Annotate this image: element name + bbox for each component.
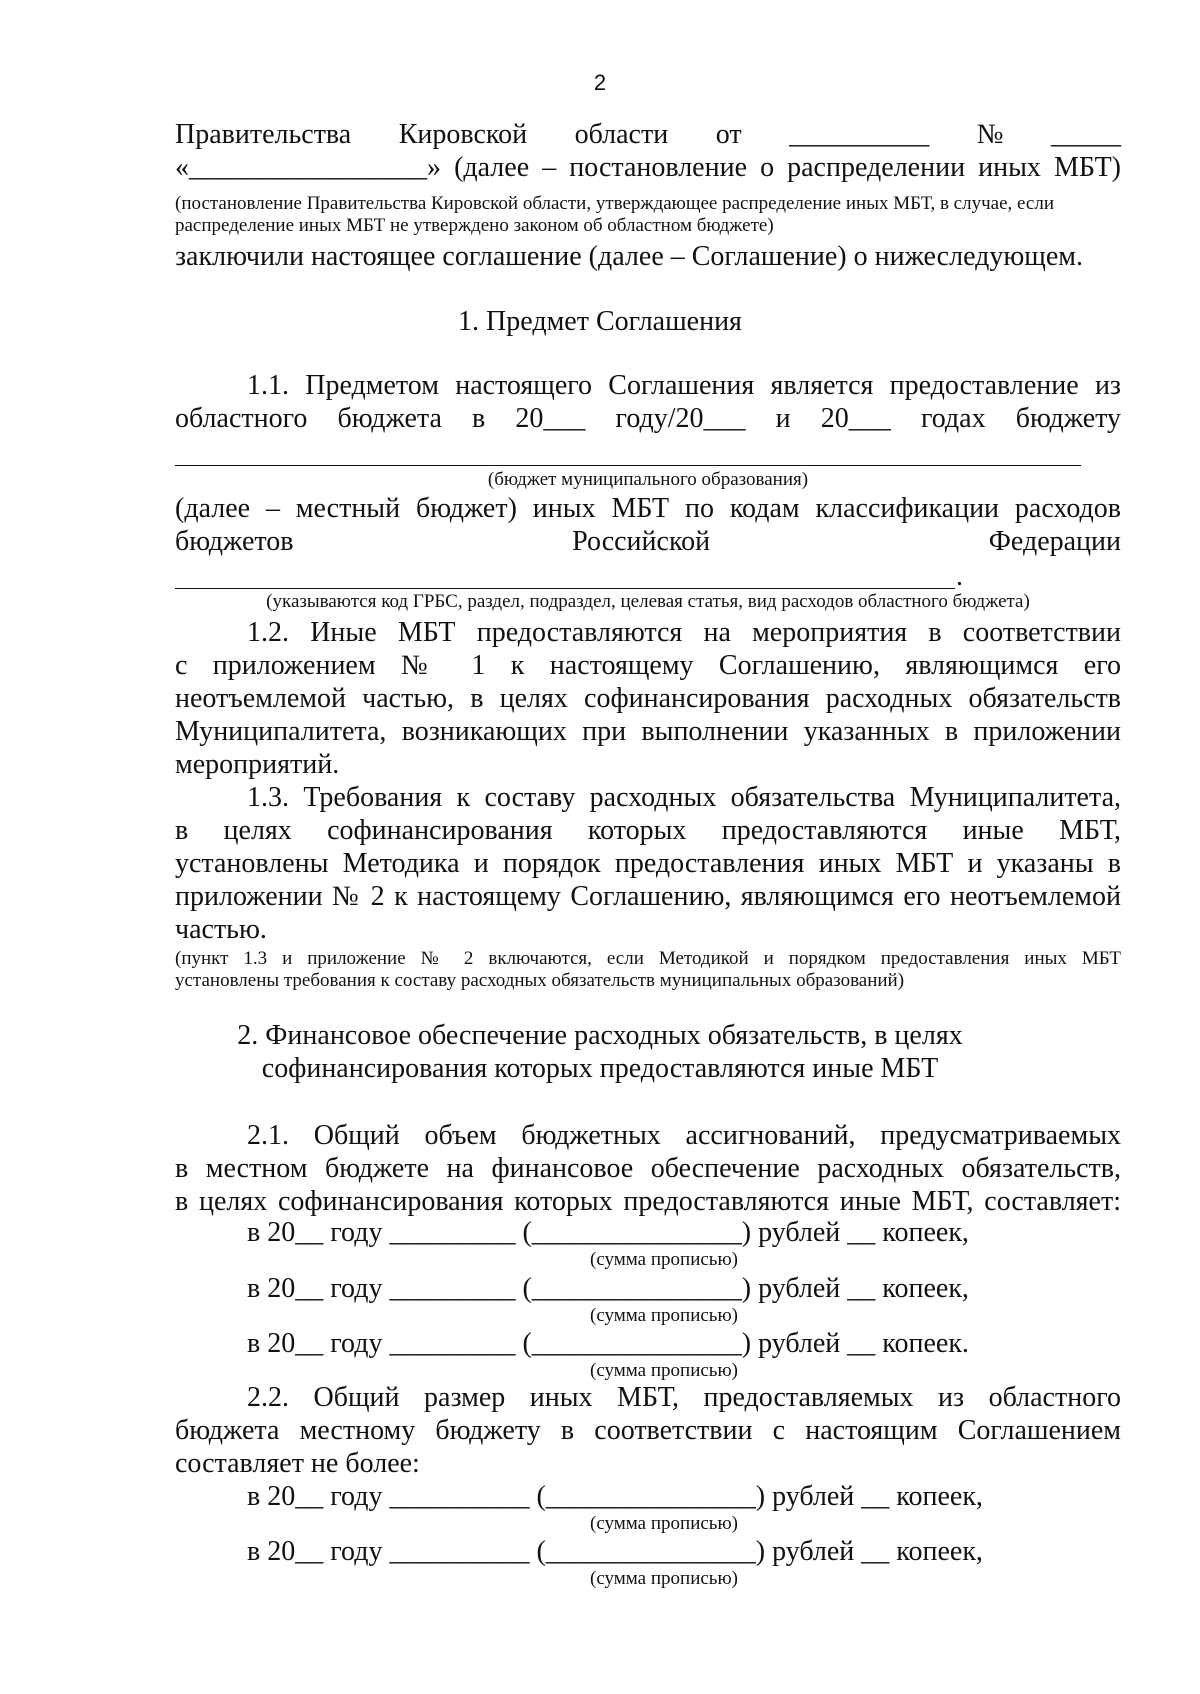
p21-line-2: в местном бюджете на финансовое обеспечение расходных обязательств, (175, 1153, 1121, 1184)
intro-note-2: распределение иных МБТ не утверждено законом об областном бюджете) (175, 215, 774, 236)
section-1-title: 1. Предмет Соглашения (458, 306, 742, 337)
note13-line-1: (пункт 1.3 и приложение № 2 включаются, если Методикой и порядком предоставления иных МБТ (175, 948, 1121, 969)
codes-rule (175, 588, 955, 589)
budget-rule (175, 465, 1081, 466)
note13-line-2: установлены требования к составу расходных обязательств муниципальных образований) (175, 970, 905, 991)
amount-21-row-2: в 20__ году _________ (_______________) рублей __ копеек, (247, 1273, 969, 1304)
p13-line-5: частью. (175, 914, 267, 945)
page-number: 2 (593, 70, 607, 95)
p12-line-3: неотъемлемой частью, в целях софинансирования расходных обязательств (175, 683, 1121, 714)
p22-line-1: 2.2. Общий размер иных МБТ, предоставляемых из областного (247, 1382, 1121, 1413)
amount-21-row-3: в 20__ году _________ (_______________) рублей __ копеек. (247, 1328, 969, 1359)
caption-sum: (сумма прописью) (590, 1513, 738, 1534)
p13-line-2: в целях софинансирования которых предоставляются иные МБТ, (175, 815, 1121, 846)
p21-line-1: 2.1. Общий объем бюджетных ассигнований, предусматриваемых (247, 1120, 1121, 1151)
p12-line-2: с приложением № 1 к настоящему Соглашению, являющимся его (175, 650, 1121, 681)
intro-line-3: заключили настоящее соглашение (далее – Соглашение) о нижеследующем. (175, 241, 1084, 272)
p21-line-3: в целях софинансирования которых предоставляются иные МБТ, составляет: (175, 1186, 1121, 1217)
intro-note-1: (постановление Правительства Кировской области, утверждающее распределение иных МБТ, в случае, если (175, 193, 1055, 214)
caption-sum: (сумма прописью) (590, 1249, 738, 1270)
p12-line-4: Муниципалитета, возникающих при выполнении указанных в приложении (175, 716, 1121, 747)
p11-line-4: бюджетов Российской Федерации (175, 526, 1121, 557)
codes-dot: . (956, 561, 963, 592)
amount-21-row-1: в 20__ году _________ (_______________) рублей __ копеек, (247, 1217, 969, 1248)
caption-sum: (сумма прописью) (590, 1568, 738, 1589)
p11-line-1: 1.1. Предметом настоящего Соглашения является предоставление из (247, 370, 1121, 401)
caption-codes: (указываются код ГРБС, раздел, подраздел, целевая статья, вид расходов областного бюджета) (266, 591, 1030, 612)
caption-budget: (бюджет муниципального образования) (487, 469, 809, 490)
caption-sum: (сумма прописью) (590, 1360, 738, 1381)
p11-line-3: (далее – местный бюджет) иных МБТ по кодам классификации расходов (175, 493, 1121, 524)
section-2-title-1: 2. Финансовое обеспечение расходных обязательств, в целях (237, 1020, 963, 1051)
p13-line-1: 1.3. Требования к составу расходных обязательства Муниципалитета, (247, 782, 1121, 813)
amount-22-row-2: в 20__ году __________ (_______________) рублей __ копеек, (247, 1536, 983, 1567)
p22-line-3: составляет не более: (175, 1448, 420, 1479)
intro-line-2: «_________________» (далее – постановление о распределении иных МБТ) (175, 152, 1121, 183)
p13-line-3: установлены Методика и порядок предоставления иных МБТ и указаны в (175, 848, 1121, 879)
caption-sum: (сумма прописью) (590, 1305, 738, 1326)
section-2-title-2: софинансирования которых предоставляются иные МБТ (261, 1053, 939, 1084)
p11-line-2: областного бюджета в 20___ году/20___ и 20___ годах бюджету (175, 403, 1121, 434)
p13-line-4: приложении № 2 к настоящему Соглашению, являющимся его неотъемлемой (175, 881, 1121, 912)
p22-line-2: бюджета местному бюджету в соответствии с настоящим Соглашением (175, 1415, 1121, 1446)
p12-line-5: мероприятий. (175, 749, 340, 780)
intro-line-1: Правительства Кировской области от __________ № _____ (175, 119, 1121, 150)
p12-line-1: 1.2. Иные МБТ предоставляются на мероприятия в соответствии (247, 617, 1121, 648)
amount-22-row-1: в 20__ году __________ (_______________) рублей __ копеек, (247, 1481, 983, 1512)
